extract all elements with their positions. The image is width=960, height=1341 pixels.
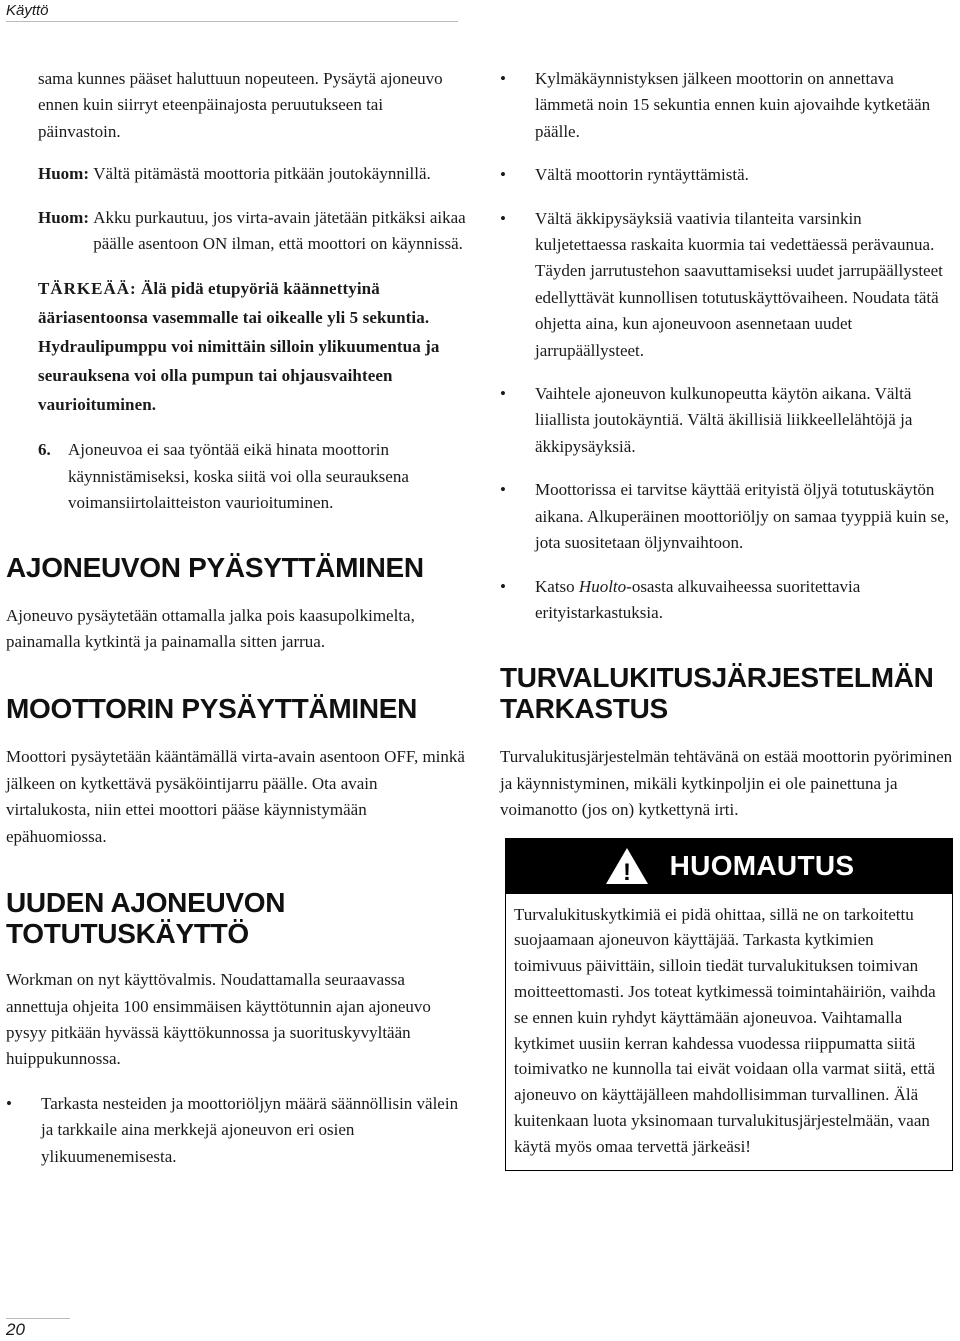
warning-box (505, 838, 953, 1171)
bullet-icon: • (500, 480, 506, 500)
important-text: Älä pidä etupyöriä käännettyinä ääriasentoonsa vasemmalle tai oikealle yli 5 sekuntia. Hydraulipumppu voi nimittäin silloin ylikuumentua ja seurauksena voi olla pumpun tai ohjausvaihteen vaurioituminen. (38, 279, 440, 415)
list-item-text: Moottorissa ei tarvitse käyttää erityistä öljyä totutuskäytön aikana. Alkuperäinen moottoriöljy on samaa tyyppiä kuin se, jota suositetaan öljynvaihtoon. (535, 480, 950, 553)
heading-line-1: TURVALUKITUSJÄRJESTELMÄN (500, 662, 934, 694)
list-item-text: Vaihtele ajoneuvon kulkunopeutta käytön aikana. Vältä liiallista joutokäyntiä. Vältä äkillisiä liikkeellelähtöjä ja äkkipysäyksiä. (535, 384, 913, 456)
running-header (6, 1, 458, 22)
warning-title: HUOMAUTUS (669, 849, 855, 881)
step-number: 6. (38, 440, 51, 460)
heading-line-1: UUDEN AJONEUVON (6, 887, 286, 919)
safety-text: Turvalukitusjärjestelmän tehtävänä on estää moottorin pyöriminen ja käynnistyminen, mikäli kytkinpoljin ei ole painettuna ja voimanotto (jos on) kytkettynä irti. (500, 747, 953, 820)
left-column (6, 66, 466, 1170)
bullet-icon: • (500, 384, 506, 404)
step-text: Ajoneuvoa ei saa työntää eikä hinata moottorin käynnistämiseksi, koska siitä voi olla seurauksena voimansiirtolaitteiston vaurioituminen. (68, 440, 409, 513)
list-item-text: Vältä äkkipysäyksiä vaativia tilanteita varsinkin kuljetettaessa raskaita kuormia tai vedettäessä perävaunua. Täyden jarrutustehon saavuttamiseksi uudet jarrupäällysteet edellyttävät kunnollisen totutuskäyttövaiheen. Noudata tätä ohjetta aina, kun ajoneuvoon asennetaan uudet jarrupäällysteet. (535, 208, 943, 360)
list-item (500, 206, 956, 364)
heading-safety-check (500, 662, 956, 724)
heading-stop-engine: MOOTTORIN PYSÄYTTÄMINEN (6, 693, 418, 725)
note-label: Huom: (38, 207, 94, 227)
warning-text: Turvalukituskytkimiä ei pidä ohittaa, sillä ne on tarkoitettu suojaamaan ajoneuvon käyttäjää. Tarkasta kytkimien toimivuus päivittäin, silloin tiedät turvalukituksen toimivan moitteettomasti. Jos toteat kytkimessä toimintahäiriön, vaihda se ennen kuin ryhdyt käyttämään ajoneuvoa. Vaihtamalla kytkimet uusiin kerran kahdessa vuodessa riippumatta siitä toimivatko ne kunnolla tai eivät voidaan olla varmat siitä, että ajoneuvo on käyttäjälleen mahdollisimman turvallinen. Älä kuitenkaan luota yksinomaan turvalukitusjärjestelmään, vaan käytä myös omaa tervettä järkeäsi! (505, 894, 953, 1171)
warning-header (505, 838, 953, 894)
note-text: Akku purkautuu, jos virta-avain jätetään pitkäksi aikaa päälle asentoon ON ilman, että moottori on käynnissä. (93, 207, 466, 254)
heading-line-2: TARKASTUS (500, 693, 668, 725)
stop-engine-text: Moottori pysäytetään kääntämällä virta-avain asentoon OFF, minkä jälkeen on kytkettävä pysäköintijarru päälle. Ota avain virtalukosta, niin ettei moottori pääse käynnistymään epähuomiossa. (6, 747, 465, 846)
bullet-icon: • (500, 69, 506, 88)
list-item-text (535, 577, 860, 622)
break-in-text: Workman on nyt käyttövalmis. Noudattamalla seuraavassa annettuja ohjeita 100 ensimmäisen käyttötunnin ajan ajoneuvo pysyy pitkään hyvässä käyttökunnossa ja suorituskyvyltään huippukunnossa. (6, 970, 431, 1069)
heading-line-2: TOTUTUSKÄYTTÖ (6, 918, 249, 950)
list-item (500, 381, 956, 460)
text-fragment: -osasta alkuvaiheessa suoritettavia erityistarkastuksia. (535, 576, 861, 622)
list-item-text: Vältä moottorin ryntäyttämistä. (535, 165, 749, 185)
heading-break-in (6, 887, 466, 949)
page-number-footer (6, 1318, 70, 1341)
important-label: TÄRKEÄÄ: (38, 279, 137, 299)
heading-stop-vehicle: AJONEUVON PYÄSYTTÄMINEN (6, 551, 424, 583)
break-in-guidelines (500, 66, 956, 626)
bullet-icon: • (500, 165, 506, 185)
intro-paragraph: sama kunnes pääset haluttuun nopeuteen. Pysäytä ajoneuvo ennen kuin siirryt eteenpäinajosta peruutukseen tai päinvastoin. (38, 69, 443, 141)
list-item (500, 66, 956, 145)
list-item-text: Tarkasta nesteiden ja moottoriöljyn määrä säännöllisin välein ja tarkkaile aina merkkejä ajoneuvon eri osien ylikuumenemisesta. (41, 1093, 459, 1166)
step-6 (38, 437, 466, 516)
text-fragment: Katso (535, 576, 579, 596)
section-title: Käyttö (6, 2, 49, 19)
list-item (6, 1091, 466, 1170)
note-idle (38, 161, 466, 187)
stop-vehicle-text: Ajoneuvo pysäytetään ottamalla jalka pois kaasupolkimelta, painamalla kytkintä ja painamalla sitten jarrua. (6, 605, 415, 652)
note-label: Huom: (38, 164, 94, 184)
list-item-text: Kylmäkäynnistyksen jälkeen moottorin on annettava lämmetä noin 15 sekuntia ennen kuin ajovaihde kytketään päälle. (535, 69, 931, 141)
warning-triangle-icon (604, 846, 650, 886)
note-text: Vältä pitämästä moottoria pitkään joutokäynnillä. (93, 164, 431, 184)
right-column (500, 66, 956, 1171)
svg-text:!: ! (622, 858, 631, 886)
section-reference: Huolto (578, 576, 627, 596)
list-item (500, 477, 956, 556)
break-in-list (6, 1091, 466, 1170)
list-item (500, 574, 956, 627)
bullet-icon: • (6, 1093, 12, 1113)
list-item (500, 162, 956, 188)
bullet-icon: • (500, 576, 506, 596)
important-notice (38, 274, 466, 419)
page-number: 20 (6, 1320, 25, 1339)
note-battery (38, 205, 466, 258)
bullet-icon: • (500, 208, 506, 228)
